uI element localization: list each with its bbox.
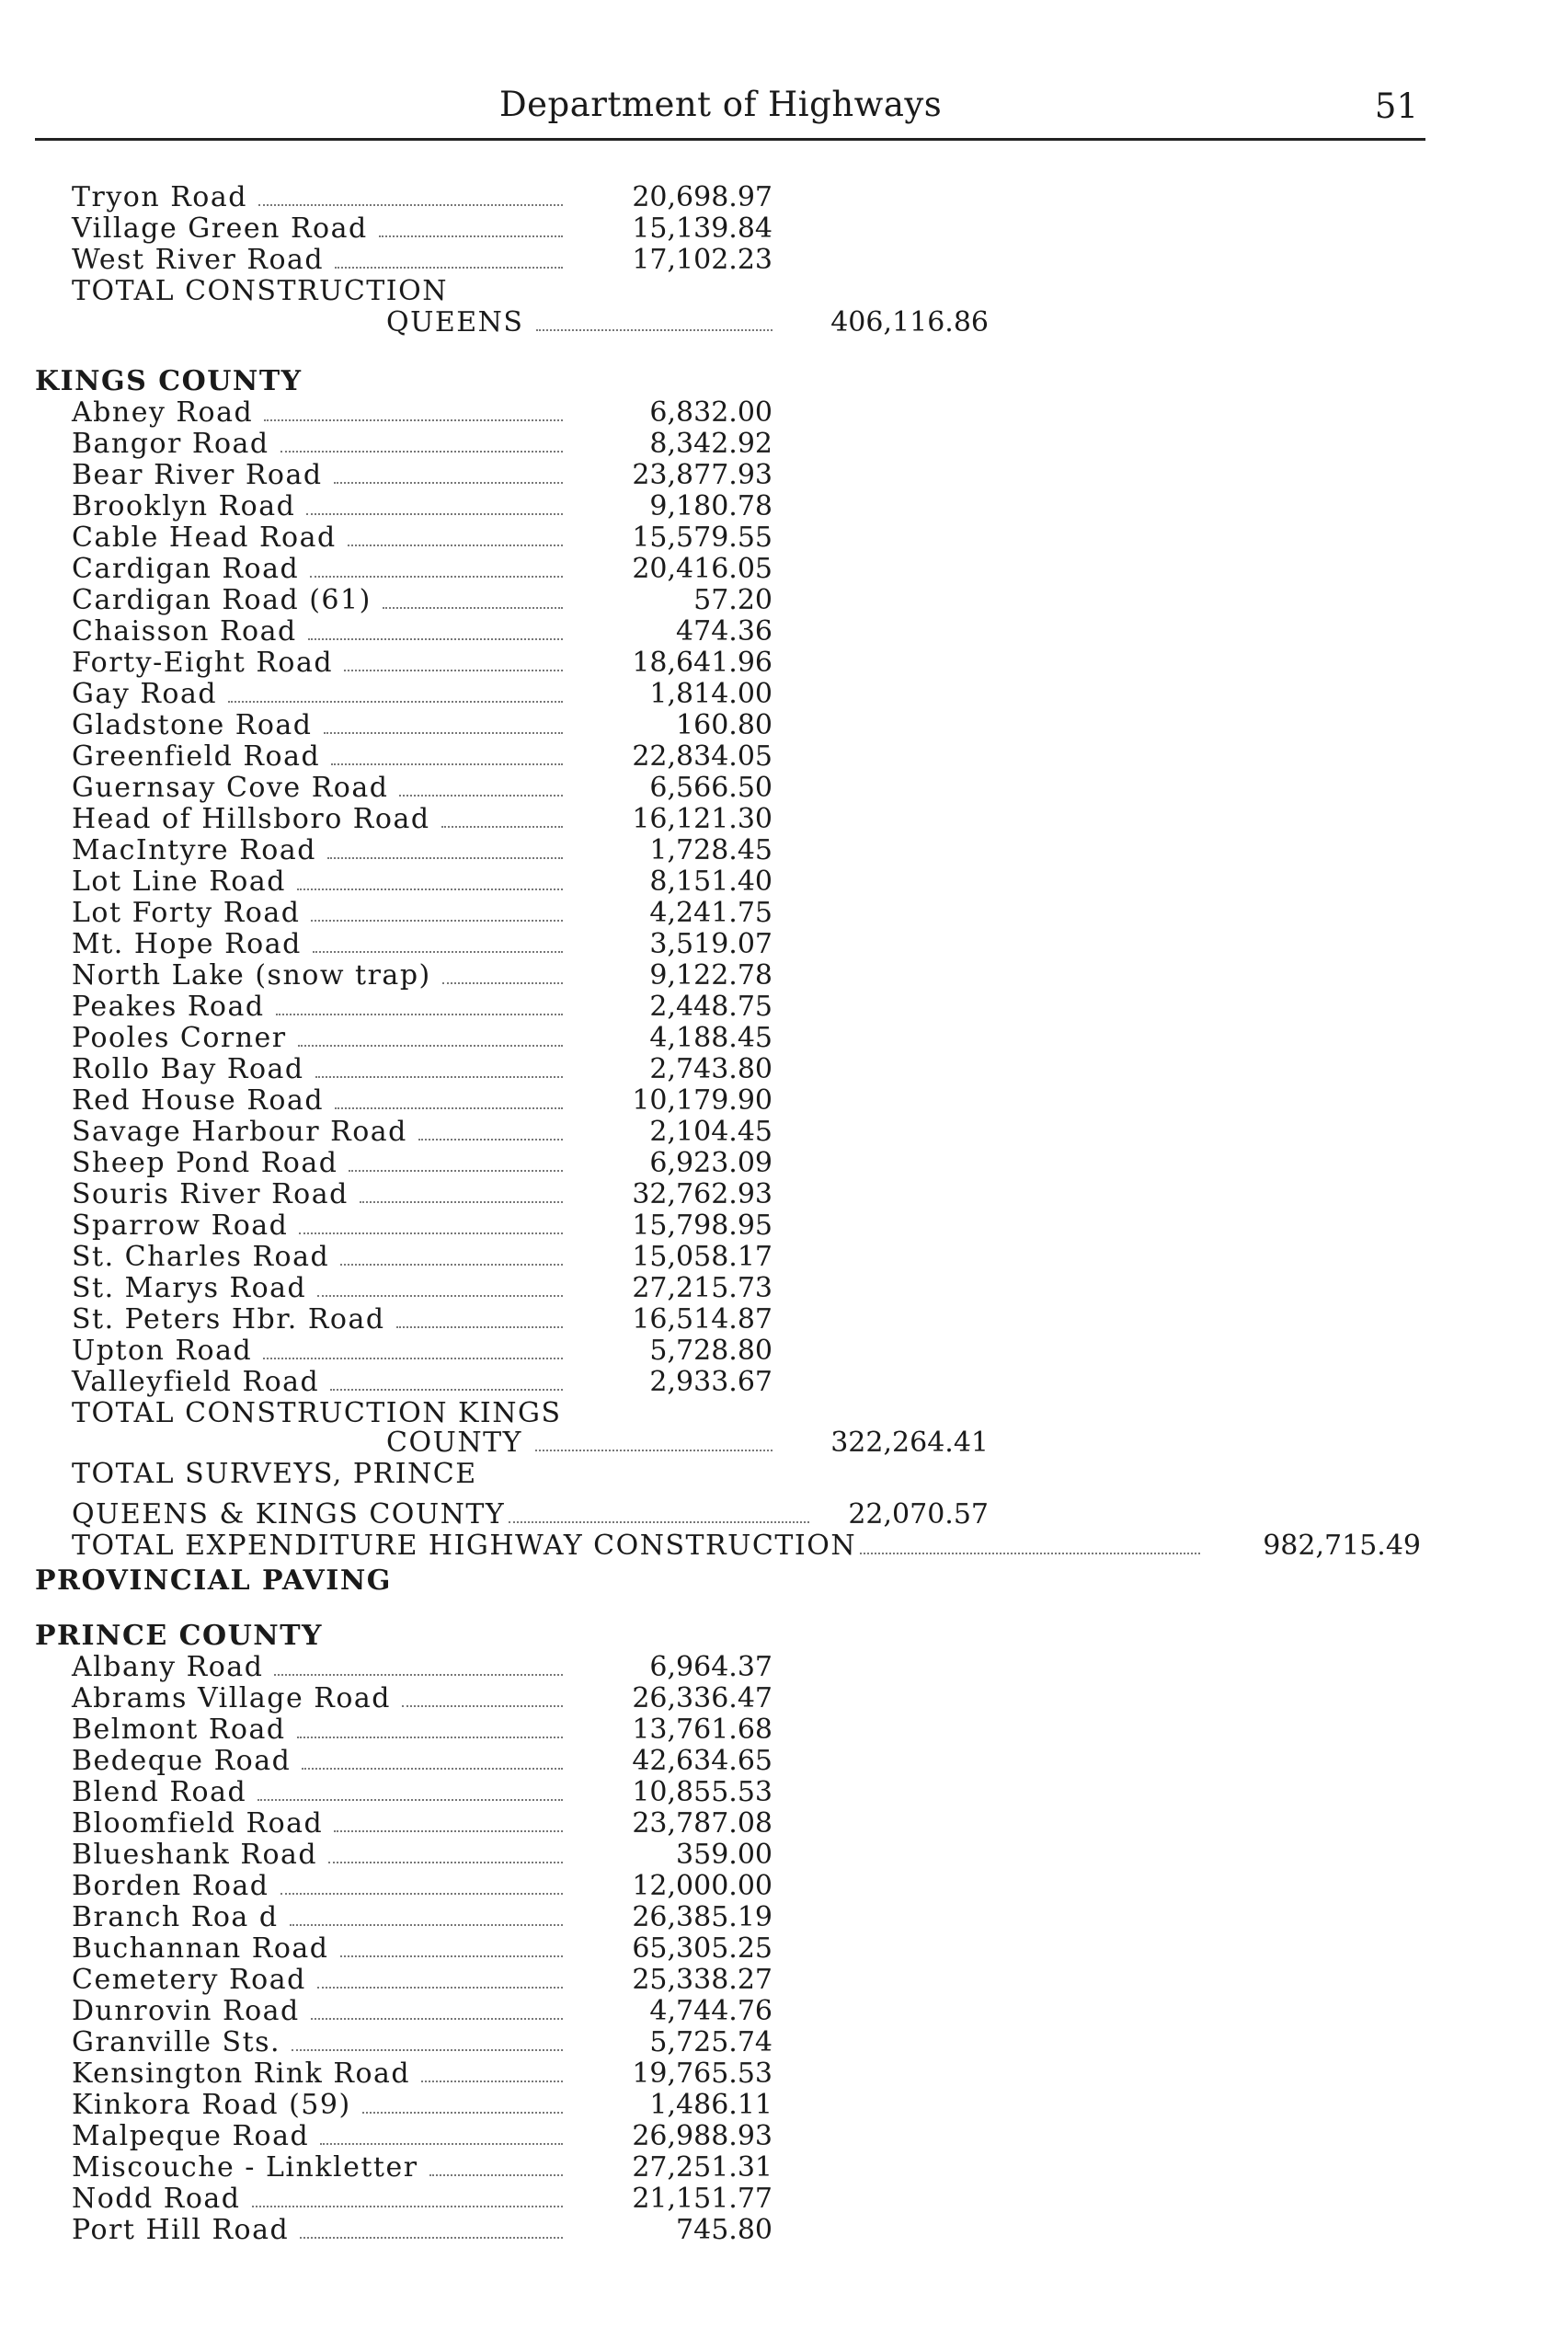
road-name: Bear River Road	[72, 459, 323, 491]
road-name: Savage Harbour Road	[72, 1116, 407, 1148]
dot-leader	[276, 1014, 563, 1015]
dot-leader	[402, 1705, 563, 1707]
road-amount: 21,151.77	[632, 2183, 773, 2215]
road-amount: 20,698.97	[632, 181, 773, 213]
dot-leader	[297, 888, 563, 890]
table-row	[0, 460, 1568, 491]
road-name: St. Marys Road	[72, 1272, 307, 1304]
road-amount: 5,728.80	[649, 1335, 773, 1367]
road-amount: 19,765.53	[632, 2058, 773, 2090]
table-row	[0, 2215, 1568, 2246]
section-heading-row	[0, 1565, 1568, 1597]
dot-leader	[334, 1830, 563, 1832]
road-amount: 10,855.53	[632, 1776, 773, 1808]
road-amount: 26,988.93	[632, 2120, 773, 2152]
table-row	[0, 1808, 1568, 1840]
page-title: Department of Highways	[499, 85, 943, 124]
road-name: Kinkora Road (59)	[72, 2089, 351, 2121]
road-name: Mt. Hope Road	[72, 928, 302, 960]
page-number: 51	[1374, 86, 1418, 126]
table-row	[0, 1530, 1568, 1562]
road-amount: 4,188.45	[649, 1022, 773, 1054]
road-amount: 26,385.19	[632, 1901, 773, 1933]
table-row	[0, 307, 1568, 338]
road-name: Kensington Rink Road	[72, 2058, 411, 2090]
table-row	[0, 1427, 1568, 1459]
table-row	[0, 1335, 1568, 1367]
dot-leader	[396, 1326, 563, 1328]
road-name: Gay Road	[72, 678, 218, 710]
table-row	[0, 397, 1568, 429]
road-name: Tryon Road	[72, 181, 247, 213]
road-name: Cemetery Road	[72, 1964, 306, 1996]
dot-leader	[340, 1264, 563, 1266]
road-amount: 8,151.40	[649, 865, 773, 898]
dot-leader	[311, 920, 563, 922]
table-row	[0, 2058, 1568, 2090]
road-name: Branch Roa d	[72, 1901, 279, 1933]
dot-leader	[317, 1295, 563, 1297]
road-amount: 6,964.37	[649, 1651, 773, 1683]
road-name: Bangor Road	[72, 428, 269, 460]
table-row	[0, 1148, 1568, 1179]
dot-leader	[536, 329, 773, 331]
road-name: North Lake (snow trap)	[72, 959, 431, 992]
road-amount: 20,416.05	[632, 553, 773, 585]
dot-leader	[335, 1107, 563, 1109]
road-amount: 9,180.78	[649, 490, 773, 522]
table-row	[0, 276, 1568, 307]
table-row	[0, 710, 1568, 741]
road-name: Dunrovin Road	[72, 1995, 300, 2027]
road-amount: 17,102.23	[632, 244, 773, 276]
dot-leader	[348, 545, 563, 546]
road-amount: 65,305.25	[632, 1932, 773, 1965]
table-row	[0, 929, 1568, 960]
dot-leader	[299, 1232, 563, 1234]
road-name: Upton Road	[72, 1335, 253, 1367]
road-amount: 23,877.93	[632, 459, 773, 491]
road-name: St. Charles Road	[72, 1241, 330, 1273]
road-amount: 23,787.08	[632, 1807, 773, 1840]
road-name: St. Peters Hbr. Road	[72, 1303, 385, 1335]
dot-leader	[228, 701, 563, 703]
road-amount: 4,241.75	[649, 897, 773, 929]
table-row	[0, 2121, 1568, 2152]
table-row	[0, 992, 1568, 1023]
dot-leader	[418, 1139, 563, 1141]
road-name: Granville Sts.	[72, 2026, 281, 2058]
road-name: Lot Line Road	[72, 865, 286, 898]
road-name: Sheep Pond Road	[72, 1147, 338, 1179]
dot-leader	[274, 1674, 563, 1676]
table-row	[0, 898, 1568, 929]
table-row	[0, 1996, 1568, 2027]
dot-leader	[535, 1450, 773, 1451]
table-row	[0, 1117, 1568, 1148]
dot-leader	[383, 607, 563, 609]
road-name: Belmont Road	[72, 1714, 286, 1746]
road-name: Village Green Road	[72, 212, 368, 245]
road-amount: 42,634.65	[632, 1745, 773, 1777]
road-amount: 12,000.00	[632, 1870, 773, 1902]
road-name: Cardigan Road (61)	[72, 584, 372, 616]
road-name: Miscouche - Linkletter	[72, 2151, 418, 2184]
road-name: Gladstone Road	[72, 709, 313, 741]
dot-leader	[310, 576, 563, 578]
road-name: Cable Head Road	[72, 522, 337, 554]
road-name: Cardigan Road	[72, 553, 300, 585]
table-row	[0, 1054, 1568, 1085]
road-name: Blend Road	[72, 1776, 247, 1808]
road-name: Valleyfield Road	[72, 1366, 320, 1398]
road-amount: 26,336.47	[632, 1682, 773, 1714]
table-row	[0, 245, 1568, 276]
road-name: Bloomfield Road	[72, 1807, 324, 1840]
table-row	[0, 522, 1568, 554]
road-name: Head of Hillsboro Road	[72, 803, 430, 835]
dot-leader	[340, 1955, 563, 1957]
table-row	[0, 1304, 1568, 1335]
road-amount: 6,923.09	[649, 1147, 773, 1179]
table-row	[0, 554, 1568, 585]
road-amount: 22,834.05	[632, 740, 773, 773]
survey-amount: 22,070.57	[848, 1498, 989, 1530]
table-row	[0, 741, 1568, 773]
section-heading: KINGS COUNTY	[35, 365, 303, 397]
dot-leader	[429, 2174, 563, 2176]
table-row	[0, 1965, 1568, 1996]
road-name: Buchannan Road	[72, 1932, 329, 1965]
subtotal-label: QUEENS	[386, 306, 524, 338]
table-row	[0, 2090, 1568, 2121]
road-name: Greenfield Road	[72, 740, 321, 773]
road-amount: 16,514.87	[632, 1303, 773, 1335]
table-row	[0, 648, 1568, 679]
road-amount: 1,486.11	[649, 2089, 773, 2121]
table-row	[0, 960, 1568, 992]
dot-leader	[292, 2049, 563, 2051]
road-name: Forty-Eight Road	[72, 647, 334, 679]
road-amount: 10,179.90	[632, 1084, 773, 1117]
table-row	[0, 1242, 1568, 1273]
road-amount: 474.36	[676, 615, 773, 648]
road-amount: 1,814.00	[649, 678, 773, 710]
table-row	[0, 1273, 1568, 1304]
road-name: Brooklyn Road	[72, 490, 296, 522]
grand-total-label: TOTAL EXPENDITURE HIGHWAY CONSTRUCTION	[72, 1530, 857, 1562]
table-row	[0, 1023, 1568, 1054]
section-heading-row	[0, 366, 1568, 397]
dot-leader	[362, 2112, 563, 2114]
table-row	[0, 835, 1568, 866]
road-amount: 160.80	[676, 709, 773, 741]
dot-leader	[335, 267, 563, 269]
road-name: Nodd Road	[72, 2183, 241, 2215]
table-row	[0, 2152, 1568, 2184]
table-row	[0, 585, 1568, 616]
total-label: TOTAL CONSTRUCTION KINGS	[72, 1397, 562, 1429]
road-name: Sparrow Road	[72, 1209, 289, 1242]
dot-leader	[399, 795, 563, 797]
dot-leader	[280, 451, 563, 453]
road-amount: 13,761.68	[632, 1714, 773, 1746]
dot-leader	[264, 419, 563, 421]
road-name: Albany Road	[72, 1651, 264, 1683]
road-amount: 745.80	[676, 2214, 773, 2246]
dot-leader	[306, 513, 563, 515]
table-row	[0, 2184, 1568, 2215]
road-amount: 2,743.80	[649, 1053, 773, 1085]
dot-leader	[360, 1201, 563, 1203]
road-amount: 27,215.73	[632, 1272, 773, 1304]
table-row	[0, 1777, 1568, 1808]
table-row	[0, 1210, 1568, 1242]
dot-leader	[311, 2018, 563, 2020]
road-name: Chaisson Road	[72, 615, 297, 648]
subtotal-amount: 322,264.41	[830, 1427, 989, 1459]
dot-leader	[315, 1076, 563, 1078]
dot-leader	[324, 732, 563, 734]
dot-leader	[421, 2081, 563, 2082]
section-heading-row	[0, 1621, 1568, 1652]
dot-leader	[290, 1924, 563, 1926]
road-name: Souris River Road	[72, 1178, 349, 1210]
road-amount: 32,762.93	[632, 1178, 773, 1210]
dot-leader	[349, 1170, 563, 1172]
road-amount: 2,448.75	[649, 991, 773, 1023]
road-amount: 27,251.31	[632, 2151, 773, 2184]
table-row	[0, 1683, 1568, 1714]
road-amount: 8,342.92	[649, 428, 773, 460]
road-amount: 1,728.45	[649, 834, 773, 866]
road-amount: 6,832.00	[649, 396, 773, 429]
table-row	[0, 213, 1568, 245]
dot-leader	[297, 1737, 563, 1738]
road-name: Peakes Road	[72, 991, 265, 1023]
road-name: Abrams Village Road	[72, 1682, 392, 1714]
road-amount: 25,338.27	[632, 1964, 773, 1996]
road-amount: 57.20	[693, 584, 773, 616]
road-amount: 3,519.07	[649, 928, 773, 960]
dot-leader	[860, 1553, 1200, 1554]
road-name: Guernsay Cove Road	[72, 772, 389, 804]
table-row	[0, 1746, 1568, 1777]
subtotal-amount: 406,116.86	[830, 306, 989, 338]
dot-leader	[317, 1987, 563, 1989]
road-amount: 15,579.55	[632, 522, 773, 554]
road-amount: 15,058.17	[632, 1241, 773, 1273]
road-amount: 4,744.76	[649, 1995, 773, 2027]
grand-total-amount: 982,715.49	[1263, 1530, 1421, 1562]
table-row	[0, 1367, 1568, 1398]
road-name: West River Road	[72, 244, 325, 276]
road-amount: 2,933.67	[649, 1366, 773, 1398]
road-amount: 2,104.45	[649, 1116, 773, 1148]
table-row	[0, 1179, 1568, 1210]
road-amount: 15,139.84	[632, 212, 773, 245]
road-amount: 359.00	[676, 1839, 773, 1871]
road-name: Malpeque Road	[72, 2120, 310, 2152]
section-heading: PROVINCIAL PAVING	[35, 1565, 392, 1597]
table-row	[0, 1459, 1568, 1490]
road-name: Red House Road	[72, 1084, 325, 1117]
total-label: TOTAL SURVEYS, PRINCE	[72, 1458, 477, 1490]
dot-leader	[320, 2143, 563, 2145]
dot-leader	[252, 2206, 564, 2207]
total-label: TOTAL CONSTRUCTION	[72, 275, 448, 307]
road-amount: 6,566.50	[649, 772, 773, 804]
dot-leader	[280, 1893, 563, 1895]
table-row	[0, 1085, 1568, 1117]
road-amount: 9,122.78	[649, 959, 773, 992]
table-row	[0, 1499, 1568, 1530]
road-name: Rollo Bay Road	[72, 1053, 304, 1085]
table-row	[0, 1933, 1568, 1965]
table-row	[0, 2027, 1568, 2058]
road-amount: 16,121.30	[632, 803, 773, 835]
dot-leader	[334, 482, 563, 484]
table-row	[0, 804, 1568, 835]
table-row	[0, 773, 1568, 804]
section-heading: PRINCE COUNTY	[35, 1620, 323, 1652]
table-row	[0, 1840, 1568, 1871]
road-name: Lot Forty Road	[72, 897, 301, 929]
dot-leader	[300, 2237, 563, 2239]
table-row	[0, 1871, 1568, 1902]
road-name: Borden Road	[72, 1870, 269, 1902]
road-amount: 5,725.74	[649, 2026, 773, 2058]
dot-leader	[509, 1521, 809, 1523]
dot-leader	[327, 857, 563, 859]
table-row	[0, 429, 1568, 460]
road-name: Pooles Corner	[72, 1022, 287, 1054]
table-row	[0, 866, 1568, 898]
dot-leader	[441, 826, 563, 828]
dot-leader	[313, 951, 563, 953]
road-amount: 15,798.95	[632, 1209, 773, 1242]
dot-leader	[344, 670, 563, 671]
road-name: MacIntyre Road	[72, 834, 316, 866]
dot-leader	[258, 1799, 563, 1801]
dot-leader	[330, 1389, 563, 1391]
dot-leader	[379, 235, 563, 237]
dot-leader	[298, 1045, 563, 1047]
dot-leader	[263, 1358, 563, 1359]
dot-leader	[258, 204, 563, 206]
subtotal-label: COUNTY	[386, 1427, 522, 1459]
table-row	[0, 679, 1568, 710]
dot-leader	[302, 1768, 563, 1770]
table-row	[0, 1652, 1568, 1683]
table-row	[0, 616, 1568, 648]
survey-label: QUEENS & KINGS COUNTY	[72, 1498, 506, 1530]
road-name: Bedeque Road	[72, 1745, 292, 1777]
dot-leader	[308, 638, 563, 640]
dot-leader	[442, 982, 563, 984]
road-name: Blueshank Road	[72, 1839, 318, 1871]
table-row	[0, 182, 1568, 213]
table-row	[0, 1902, 1568, 1933]
road-name: Abney Road	[72, 396, 254, 429]
road-name: Port Hill Road	[72, 2214, 290, 2246]
table-row	[0, 491, 1568, 522]
table-row	[0, 1714, 1568, 1746]
road-amount: 18,641.96	[632, 647, 773, 679]
dot-leader	[331, 763, 563, 765]
dot-leader	[328, 1862, 563, 1863]
table-row	[0, 1398, 1568, 1429]
